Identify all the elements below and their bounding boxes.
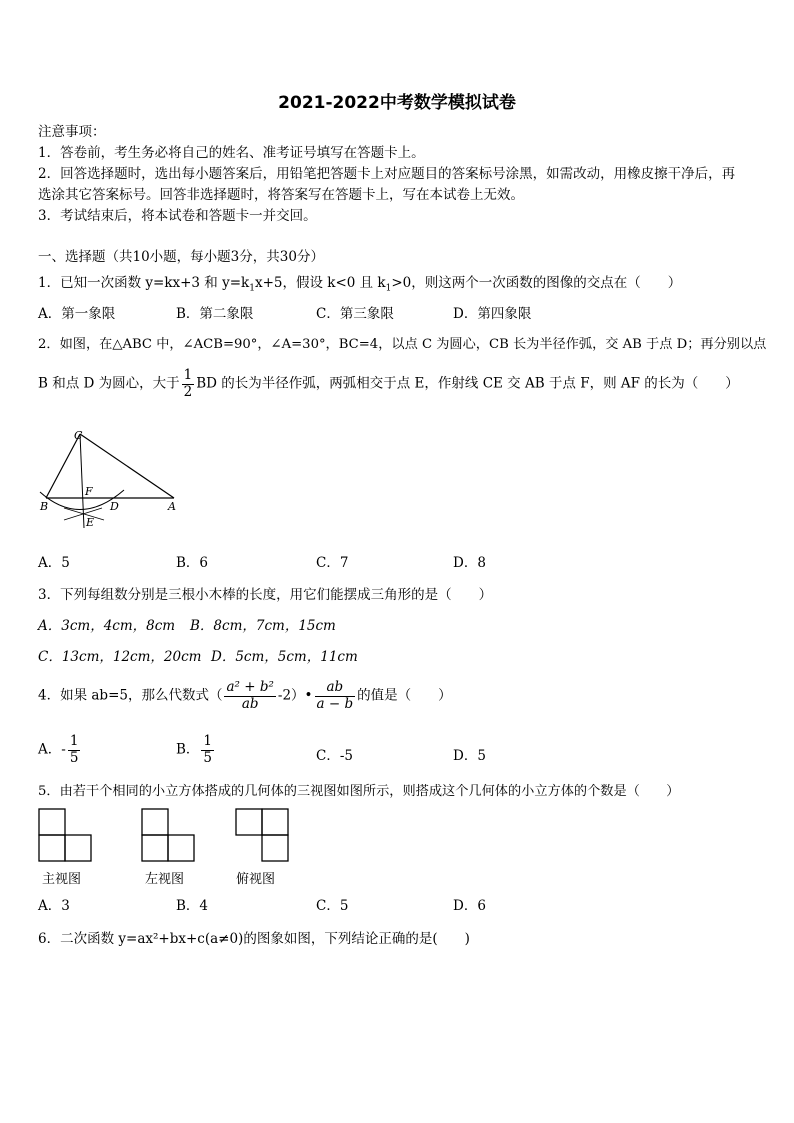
label-e: E	[86, 516, 95, 529]
option-d: D．第四象限	[453, 306, 532, 322]
option-a: A．3	[38, 898, 70, 914]
option-c: C．5	[316, 898, 349, 914]
fraction-a2b2-over-ab: $\frac{\text{a² + b²}}{ab}$	[226, 679, 274, 712]
option-c: C．13cm，12cm，20cm	[38, 649, 202, 665]
option-a: A．5	[38, 555, 70, 571]
notice-heading: 注意事项：	[38, 124, 106, 140]
option-d: D．8	[453, 555, 486, 571]
option-b: B．第二象限	[176, 306, 254, 322]
side-view-label: 左视图	[145, 872, 185, 887]
notice-item-2-cont: 选涂其它答案标号。回答非选择题时，将答案写在答题卡上，写在本试卷上无效。	[38, 187, 524, 203]
option-d: D．5	[453, 748, 486, 764]
notice-item-3: 3．考试结束后，将本试卷和答题卡一并交回。	[38, 208, 317, 224]
triangle-figure	[34, 428, 184, 530]
label-b: B	[40, 500, 49, 513]
option-b: B．6	[176, 555, 209, 571]
label-c: C	[74, 429, 83, 442]
option-c: C．-5	[316, 748, 353, 764]
question-2-line-1: 2．如图，在△ABC 中，∠ACB=90°，∠A=30°，BC=4，以点 C 为圆心，CB 长为半径作弧，交 AB 于点 D；再分别以点	[38, 337, 767, 352]
fraction-half: $\frac{1}{2}$	[183, 367, 193, 400]
option-a: A．- $\frac{1}{5}$	[38, 733, 79, 766]
top-view	[236, 809, 288, 861]
side-view	[142, 809, 194, 861]
front-view-label: 主视图	[42, 872, 82, 887]
notice-item-1: 1．答卷前，考生务必将自己的姓名、准考证号填写在答题卡上。	[38, 145, 425, 161]
option-c: C．7	[316, 555, 349, 571]
question-1: 1．已知一次函数 y=kx+3 和 $y=k_1x+5$，假设 k<0 且 $k_1>0$，则这两个一次函数的图像的交点在（ ）	[38, 275, 682, 294]
section-heading: 一、选择题（共10小题，每小题3分，共30分）	[38, 249, 324, 265]
label-d: D	[110, 500, 119, 513]
option-b: B．4	[176, 898, 209, 914]
page-title: 2021-2022中考数学模拟试卷	[278, 93, 516, 113]
option-c: C．第三象限	[316, 306, 394, 322]
top-view-label: 俯视图	[236, 872, 276, 887]
option-a: A．3cm，4cm，8cm	[38, 618, 176, 634]
question-4: 4．如果 ab=5，那么代数式（ $\frac{\text{a² + b²}}{ab}$ -2）• $\frac{ab}{a - b}$ 的值是（ ）	[38, 679, 452, 712]
option-b: B． $\frac{1}{5}$	[176, 733, 213, 766]
label-a: A	[168, 500, 176, 513]
label-f: F	[85, 485, 93, 498]
notice-item-2: 2．回答选择题时，选出每小题答案后，用铅笔把答题卡上对应题目的答案标号涂黑，如需改动，用橡皮擦干净后，再	[38, 166, 736, 182]
option-b: B．8cm，7cm，15cm	[190, 618, 336, 634]
question-2-line-2: B 和点 D 为圆心，大于 $\frac{1}{2}$ BD 的长为半径作弧，两弧相交于点 E，作射线 CE 交 AB 于点 F，则 AF 的长为（ ）	[38, 367, 739, 400]
fraction-ab-over-a-minus-b: $\frac{ab}{a - b}$	[316, 679, 354, 712]
option-a: A．第一象限	[38, 306, 116, 322]
question-6: 6．二次函数 y=ax²+bx+c(a≠0)的图象如图，下列结论正确的是( )	[38, 931, 470, 947]
front-view	[39, 809, 91, 861]
option-d: D．6	[453, 898, 486, 914]
question-5: 5．由若干个相同的小立方体搭成的几何体的三视图如图所示，则搭成这个几何体的小立方体的个数是（ ）	[38, 784, 680, 799]
question-3: 3．下列每组数分别是三根小木棒的长度，用它们能摆成三角形的是（ ）	[38, 587, 493, 603]
option-d: D．5cm，5cm，11cm	[211, 649, 358, 665]
